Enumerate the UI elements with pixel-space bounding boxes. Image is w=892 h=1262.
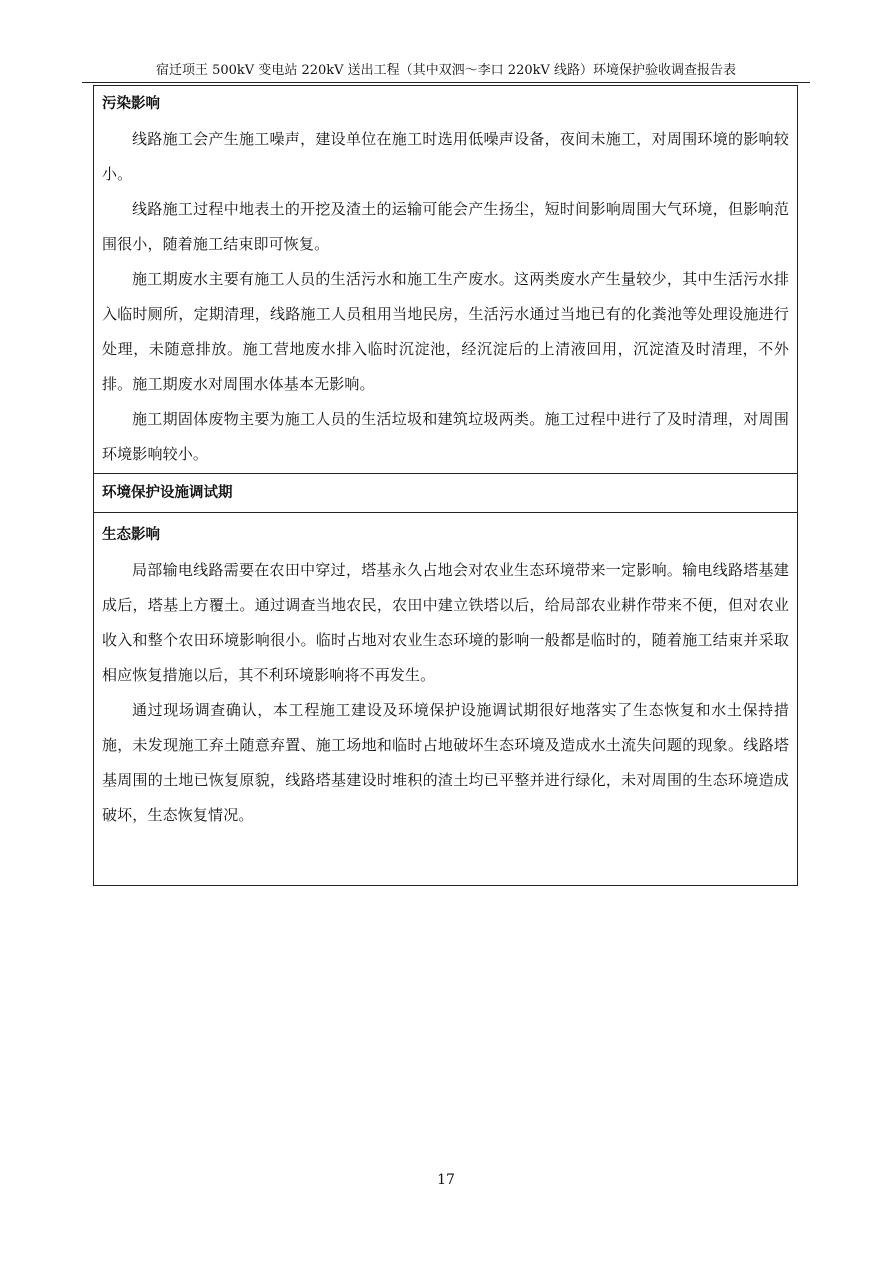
pollution-paragraph-solid-waste: 施工期固体废物主要为施工人员的生活垃圾和建筑垃圾两类。施工过程中进行了及时清理，对周围环境影响较小。: [102, 410, 789, 463]
pollution-paragraph-dust: 线路施工过程中地表土的开挖及渣土的运输可能会产生扬尘，短时间影响周围大气环境，但影响范围很小，随着施工结束即可恢复。: [102, 200, 789, 253]
ecology-section: [94, 513, 797, 833]
period-heading: 环境保护设施调试期: [102, 485, 233, 501]
pollution-heading: 污染影响: [102, 96, 160, 112]
pollution-section: [94, 86, 797, 474]
report-table: [93, 85, 798, 886]
ecology-paragraph-farmland: 局部输电线路需要在农田中穿过，塔基永久占地会对农业生态环境带来一定影响。输电线路塔基建成后，塔基上方覆土。通过调查当地农民，农田中建立铁塔以后，给局部农业耕作带来不便，但对农业收入和整个农田环境影响很小。临时占地对农业生态环境的影响一般都是临时的，随着施工结束并采取相应恢复措施以后，其不利环境影响将不再发生。: [102, 561, 789, 684]
ecology-paragraph-survey: 通过现场调查确认，本工程施工建设及环境保护设施调试期很好地落实了生态恢复和水土保持措施，未发现施工弃土随意弃置、施工场地和临时占地破坏生态环境及造成水土流失问题的现象。线路塔基周围的土地已恢复原貌，线路塔基建设时堆积的渣土均已平整并进行绿化，未对周围的生态环境造成破坏，生态恢复情况。: [102, 701, 789, 824]
ecology-heading: 生态影响: [102, 527, 160, 543]
page-number: 17: [437, 1172, 455, 1188]
period-section: [94, 474, 797, 513]
pollution-paragraph-noise: 线路施工会产生施工噪声，建设单位在施工时选用低噪声设备，夜间未施工，对周围环境的影响较小。: [102, 130, 789, 183]
pollution-paragraph-wastewater: 施工期废水主要有施工人员的生活污水和施工生产废水。这两类废水产生量较少，其中生活污水排入临时厕所，定期清理，线路施工人员租用当地民房，生活污水通过当地已有的化粪池等处理设施进行处理，未随意排放。施工营地废水排入临时沉淀池，经沉淀后的上清液回用，沉淀渣及时清理，不外排。施工期废水对周围水体基本无影响。: [102, 270, 789, 393]
page-header: 宿迁项王 500kV 变电站 220kV 送出工程（其中双泗～李口 220kV 线路）环境保护验收调查报告表: [82, 60, 810, 83]
